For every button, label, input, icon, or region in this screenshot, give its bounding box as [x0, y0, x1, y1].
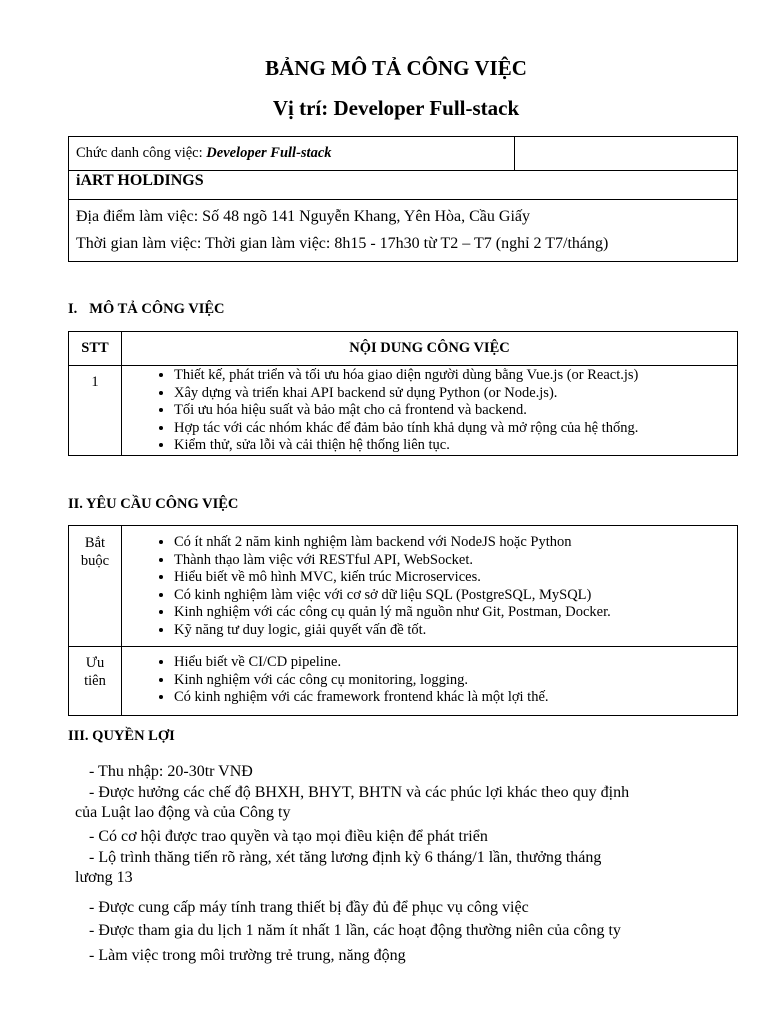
preferred-list — [122, 654, 737, 707]
work-location: Địa điểm làm việc: Số 48 ngõ 141 Nguyễn Khang, Yên Hòa, Cầu Giấy — [76, 208, 530, 225]
job-title-label: Chức danh công việc: — [76, 145, 207, 161]
benefit-income: - Thu nhập: 20-30tr VNĐ — [89, 763, 253, 780]
benefit-environment: - Làm việc trong môi trường trẻ trung, năng động — [89, 947, 406, 964]
position-subtitle: Vị trí: Developer Full-stack — [272, 96, 520, 120]
task-row-number: 1 — [69, 366, 122, 456]
content-header: NỘI DUNG CÔNG VIỆC — [122, 332, 738, 366]
section-1-heading — [68, 301, 225, 318]
list-item: • Thành thạo làm việc với RESTful API, WebSocket. — [174, 552, 737, 570]
job-title-row — [69, 137, 737, 171]
work-hours: Thời gian làm việc: Thời gian làm việc: 8h15 - 17h30 từ T2 – T7 (nghỉ 2 T7/tháng) — [76, 235, 609, 252]
required-label-line-1: Bắt — [84, 535, 106, 551]
list-item: • Hiểu biết về mô hình MVC, kiến trúc Microservices. — [174, 569, 737, 587]
document-title: BẢNG MÔ TẢ CÔNG VIỆC — [265, 56, 527, 80]
list-item: • Kinh nghiệm với các công cụ quản lý mã nguồn như Git, Postman, Docker. — [174, 604, 737, 622]
section-1-title: MÔ TẢ CÔNG VIỆC — [89, 301, 225, 317]
section-1-number: I. — [68, 301, 78, 317]
requirements-table — [68, 525, 738, 716]
list-item: • Tối ưu hóa hiệu suất và bảo mật cho cả frontend và backend. — [174, 402, 737, 420]
benefit-equipment: - Được cung cấp máy tính trang thiết bị đầy đủ để phục vụ công việc — [89, 899, 529, 916]
list-item: • Kỹ năng tư duy logic, giải quyết vấn đề tốt. — [174, 622, 737, 640]
job-info-box — [68, 136, 738, 262]
list-item: • Xây dựng và triển khai API backend sử dụng Python (or Node.js). — [174, 385, 737, 403]
list-item: • Hiểu biết về CI/CD pipeline. — [174, 654, 737, 672]
benefit-promotion-cont: lương 13 — [75, 869, 133, 886]
list-item: • Hợp tác với các nhóm khác để đảm bảo tính khả dụng và mở rộng của hệ thống. — [174, 420, 737, 438]
list-item: • Có kinh nghiệm với các framework frontend khác là một lợi thế. — [174, 689, 737, 707]
required-list — [122, 534, 737, 639]
preferred-label-line-1: Ưu — [85, 655, 105, 671]
required-label-line-2: buộc — [80, 553, 110, 569]
list-item: • Kinh nghiệm với các công cụ monitoring, logging. — [174, 672, 737, 690]
list-item: • Thiết kế, phát triển và tối ưu hóa giao diện người dùng bằng Vue.js (or React.js) — [174, 367, 737, 385]
benefit-growth: - Có cơ hội được trao quyền và tạo mọi điều kiện để phát triển — [89, 828, 488, 845]
section-2-heading: II. YÊU CẦU CÔNG VIỆC — [68, 496, 239, 512]
benefit-promotion: - Lộ trình thăng tiến rõ ràng, xét tăng lương định kỳ 6 tháng/1 lần, thưởng tháng — [89, 849, 602, 866]
required-label — [69, 526, 122, 647]
preferred-label-line-2: tiên — [84, 673, 106, 689]
list-item: • Kiểm thử, sửa lỗi và cải thiện hệ thống liên tục. — [174, 437, 737, 455]
task-list — [122, 367, 737, 455]
job-title-cell — [76, 145, 332, 162]
stt-header: STT — [69, 332, 122, 366]
company-name: iART HOLDINGS — [76, 172, 204, 189]
benefit-travel: - Được tham gia du lịch 1 năm ít nhất 1 lần, các hoạt động thường niên của công ty — [89, 922, 621, 939]
list-item: • Có ít nhất 2 năm kinh nghiệm làm backend với NodeJS hoặc Python — [174, 534, 737, 552]
list-item: • Có kinh nghiệm làm việc với cơ sở dữ liệu SQL (PostgreSQL, MySQL) — [174, 587, 737, 605]
job-description-table — [68, 331, 738, 456]
company-row — [69, 171, 737, 200]
preferred-label — [69, 647, 122, 716]
section-3-heading: III. QUYỀN LỢI — [68, 728, 175, 744]
benefit-insurance-cont: của Luật lao động và của Công ty — [75, 804, 291, 821]
job-title-divider — [514, 137, 515, 170]
benefit-insurance: - Được hưởng các chế độ BHXH, BHYT, BHTN và các phúc lợi khác theo quy định — [89, 784, 630, 801]
job-title-value: Developer Full-stack — [206, 145, 332, 161]
